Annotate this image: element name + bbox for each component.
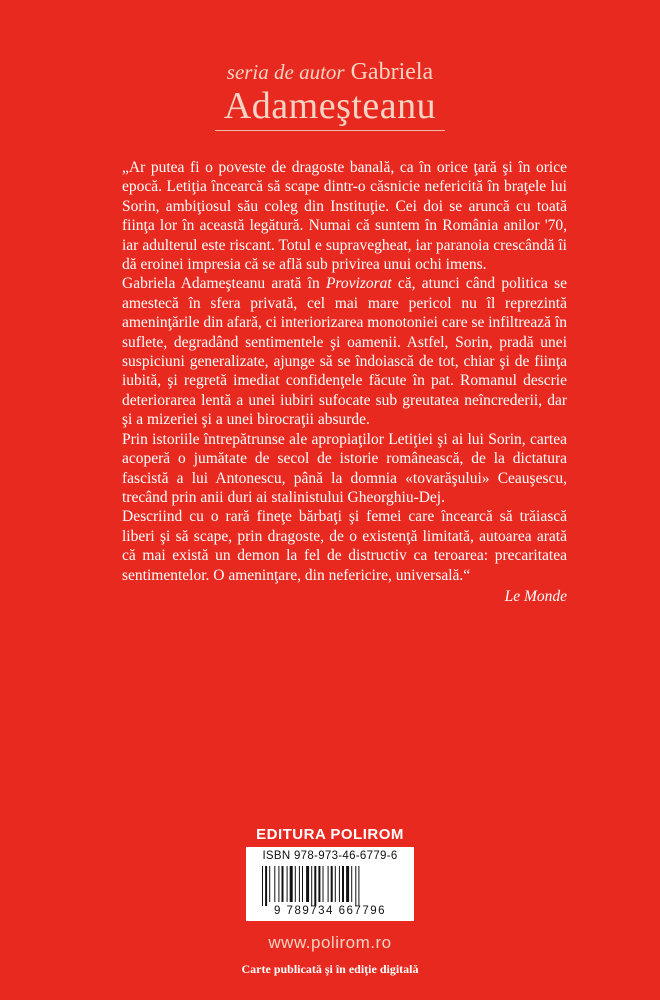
quote-source: Le Monde bbox=[504, 587, 567, 605]
blurb-p2-rest: că, atunci când politica se amestecă în sfera privată, cel mai mare pericol nu îl reprezintă ameninţările din afară, ci interiorizarea monotoniei care se infiltrează în suflete, degradând sentimentele şi oamenii. Astfel, Sorin, pradă unei suspiciuni generalizate, ajunge să se îndoiască de tot, chiar şi de fiinţa iubită, şi regretă imediat confidenţele făcute în pat. Romanul descrie deteriorarea lentă a unei iubiri sufocate sub greutatea neîncrederii, dar şi a mizeriei şi a unei birocraţii absurde. bbox=[122, 275, 567, 429]
publisher-name: EDITURA POLIROM bbox=[256, 826, 404, 843]
publisher-website: www.polirom.ro bbox=[268, 933, 392, 952]
series-prefix: seria de autor bbox=[226, 60, 345, 84]
barcode-box bbox=[246, 847, 414, 921]
barcode-icon bbox=[260, 866, 400, 906]
blurb-paragraph-3: Prin istoriile întrepătrunse ale apropiaţilor Letiţiei şi ai lui Sorin, cartea acoperă o jumătate de secol de istorie românească, de la dictatura fascistă a lui Antonescu, până la domnia «tovarăşului» Ceauşescu, trecând prin anii duri ai stalinistului Gheorghiu-Dej. bbox=[122, 430, 567, 506]
blurb-p2-start: Gabriela Adameşteanu arată în bbox=[122, 275, 326, 293]
isbn-label: ISBN 978-973-46-6779-6 bbox=[262, 850, 398, 862]
blurb bbox=[122, 158, 567, 606]
blurb-paragraph-4: Descriind cu o rară fineţe bărbaţi şi femei care încearcă să trăiască liberi şi să scape, prin dragoste, de o existenţă limitată, autoarea arată că mai există un demon la fel de distructiv ca teroarea: precaritatea sentimentelor. O ameninţare, din nefericire, universală.“ bbox=[122, 508, 567, 584]
blurb-paragraph-1: „Ar putea fi o poveste de dragoste banală, ca în orice ţară şi în orice epocă. Letiţia încearcă să scape dintr-o căsnicie nefericită în braţele lui Sorin, ambiţiosul său coleg din Instituţie. Cei doi se aruncă cu toată fiinţa lor în această legătură. Numai că suntem în România anilor '70, iar adulterul este riscant. Totul e supravegheat, iar paranoia crescândă îi dă eroinei impresia că se află sub privirea unui ochi imens. bbox=[122, 159, 567, 274]
header-rule bbox=[215, 130, 445, 131]
series-header bbox=[0, 58, 660, 131]
blurb-paragraph-2 bbox=[122, 274, 567, 429]
series-line bbox=[0, 58, 660, 86]
digital-edition-note: Carte publicată şi în ediţie digitală bbox=[241, 962, 419, 976]
author-first-name: Gabriela bbox=[350, 59, 434, 85]
ean-digits: 9 789734 667796 bbox=[273, 905, 387, 917]
book-title-italic: Provizorat bbox=[325, 275, 392, 293]
author-surname: Adameşteanu bbox=[223, 85, 437, 127]
